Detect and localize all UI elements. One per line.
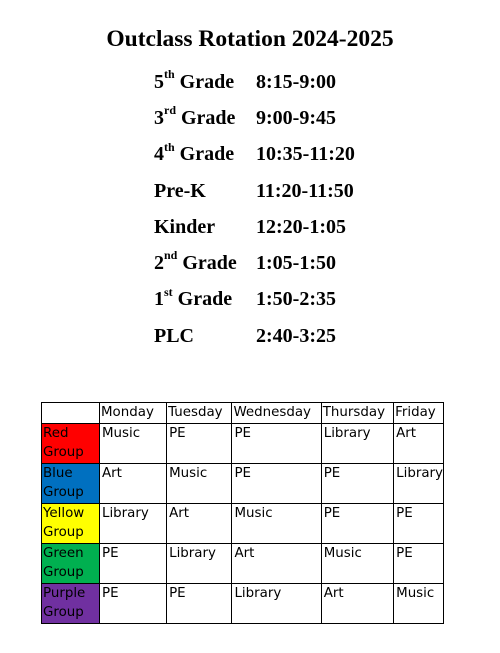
table-row bbox=[42, 504, 444, 544]
class-cell: Library bbox=[100, 504, 167, 544]
day-header: Tuesday bbox=[167, 403, 232, 424]
class-cell: Art bbox=[232, 544, 321, 584]
class-cell: Library bbox=[394, 464, 444, 504]
schedule-grade: Pre-K bbox=[154, 179, 206, 202]
schedule-grade: 2nd Grade bbox=[154, 248, 237, 275]
group-yellow: Yellow Group bbox=[42, 504, 100, 544]
schedule-grade: 5th Grade bbox=[154, 66, 235, 93]
class-cell: PE bbox=[232, 464, 321, 504]
class-cell: PE bbox=[167, 424, 232, 464]
class-cell: Music bbox=[232, 504, 321, 544]
group-purple: Purple Group bbox=[42, 584, 100, 624]
schedule-time: 1:50-2:35 bbox=[256, 288, 336, 311]
schedule-time: 10:35-11:20 bbox=[256, 143, 355, 166]
class-cell: Music bbox=[321, 544, 393, 584]
class-cell: Art bbox=[321, 584, 393, 624]
day-header: Wednesday bbox=[232, 403, 321, 424]
class-cell: Music bbox=[100, 424, 167, 464]
class-cell: Music bbox=[394, 584, 444, 624]
schedule-time: 12:20-1:05 bbox=[256, 215, 346, 238]
class-cell: Music bbox=[167, 464, 232, 504]
group-blue: Blue Group bbox=[42, 464, 100, 504]
schedule-time: 11:20-11:50 bbox=[256, 179, 354, 202]
class-cell: PE bbox=[167, 584, 232, 624]
schedule-row bbox=[154, 245, 355, 281]
class-cell: PE bbox=[232, 424, 321, 464]
header-corner-cell bbox=[42, 403, 100, 424]
schedule-time: 9:00-9:45 bbox=[256, 106, 336, 129]
schedule-row bbox=[154, 173, 355, 209]
schedule-grade: Kinder bbox=[154, 215, 216, 238]
class-cell: Library bbox=[167, 544, 232, 584]
table-row bbox=[42, 584, 444, 624]
class-cell: Library bbox=[232, 584, 321, 624]
group-red: Red Group bbox=[42, 424, 100, 464]
schedule-grade: PLC bbox=[154, 324, 194, 347]
schedule-row bbox=[154, 100, 355, 136]
schedule-row bbox=[154, 318, 355, 354]
day-header: Friday bbox=[394, 403, 444, 424]
table-header-row bbox=[42, 403, 444, 424]
page-title: Outclass Rotation 2024-2025 bbox=[106, 26, 394, 52]
class-cell: PE bbox=[394, 504, 444, 544]
class-cell: PE bbox=[100, 584, 167, 624]
class-cell: Library bbox=[321, 424, 393, 464]
grade-schedule bbox=[154, 64, 355, 354]
schedule-grade: 4th Grade bbox=[154, 139, 235, 166]
schedule-time: 1:05-1:50 bbox=[256, 252, 336, 275]
table-row bbox=[42, 464, 444, 504]
schedule-time: 2:40-3:25 bbox=[256, 324, 336, 347]
rotation-table bbox=[41, 402, 444, 624]
class-cell: Art bbox=[167, 504, 232, 544]
class-cell: PE bbox=[100, 544, 167, 584]
schedule-grade: 3rd Grade bbox=[154, 103, 236, 129]
day-header: Monday bbox=[100, 403, 167, 424]
group-green: Green Group bbox=[42, 544, 100, 584]
schedule-grade: 1st Grade bbox=[154, 284, 233, 311]
schedule-row bbox=[154, 282, 355, 318]
schedule-row bbox=[154, 209, 355, 245]
schedule-row bbox=[154, 137, 355, 173]
class-cell: PE bbox=[394, 544, 444, 584]
class-cell: Art bbox=[100, 464, 167, 504]
day-header: Thursday bbox=[321, 403, 393, 424]
table-row bbox=[42, 424, 444, 464]
table-row bbox=[42, 544, 444, 584]
class-cell: PE bbox=[321, 504, 393, 544]
class-cell: Art bbox=[394, 424, 444, 464]
schedule-time: 8:15-9:00 bbox=[256, 70, 336, 93]
class-cell: PE bbox=[321, 464, 393, 504]
schedule-row bbox=[154, 64, 355, 100]
